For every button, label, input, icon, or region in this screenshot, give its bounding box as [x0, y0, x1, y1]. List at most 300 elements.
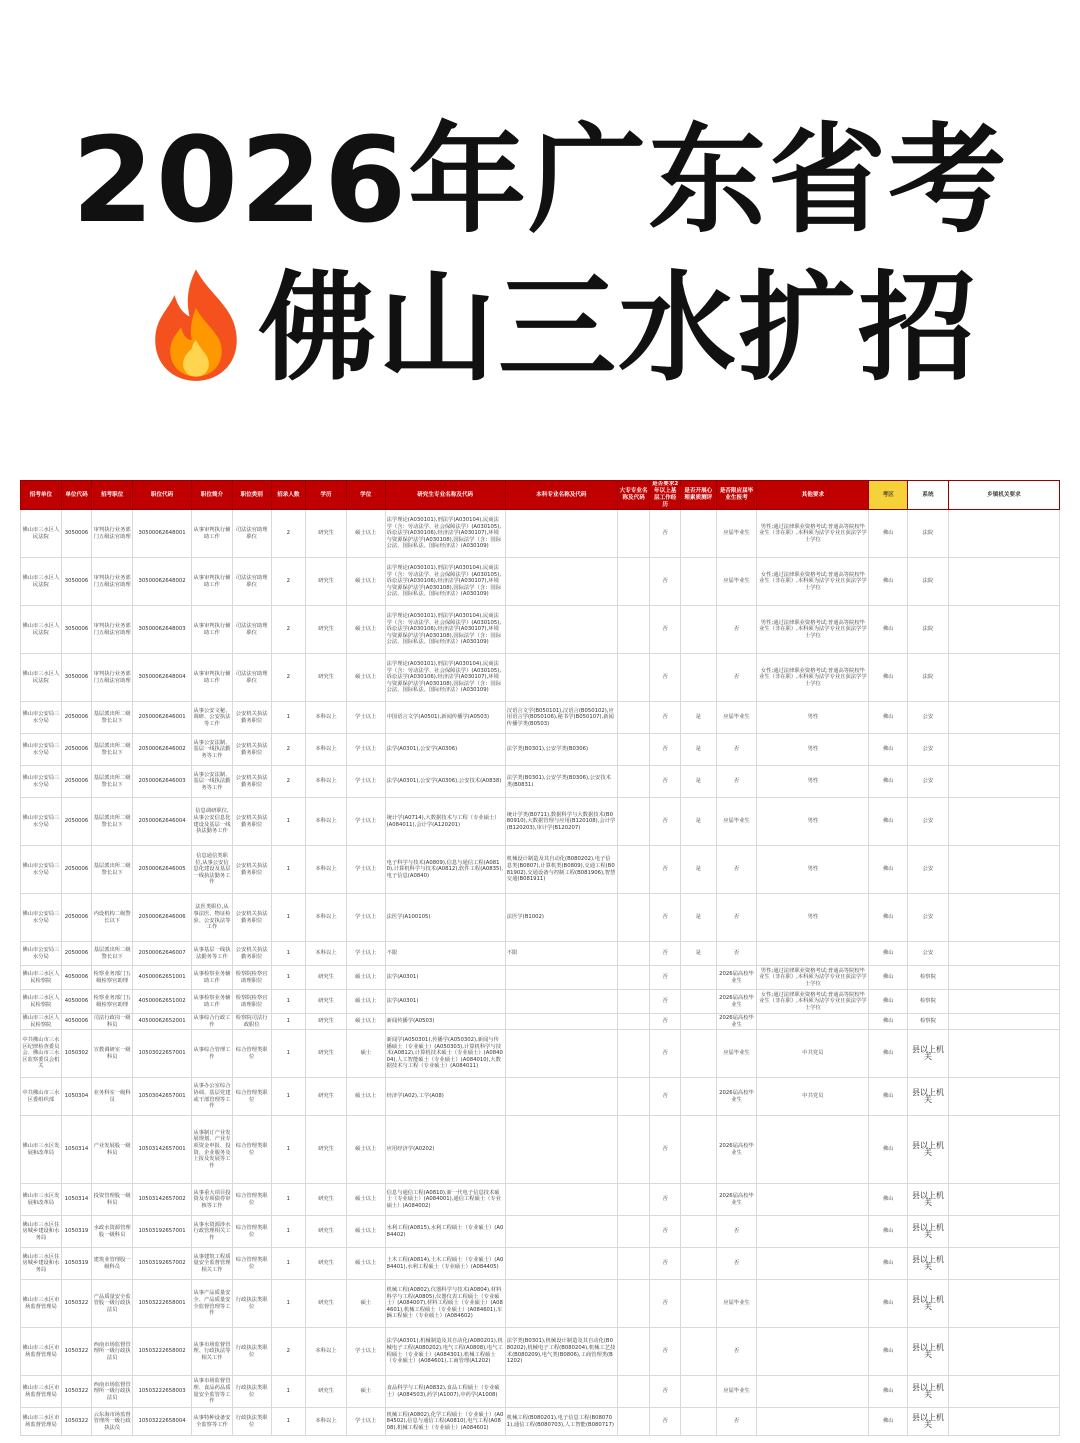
table-cell: 佛山市三水区人民检察院 [22, 1014, 60, 1028]
recruitment-table [20, 480, 1060, 1436]
table-cell: 西南市场监督管理所一级行政执法员 [92, 1376, 133, 1408]
table-cell: 否 [716, 766, 757, 798]
table-row [21, 1030, 1060, 1078]
table-cell: 硕士以上 [346, 1116, 385, 1184]
table-cell [757, 1376, 869, 1408]
table-cell: 从事产品质量安全、产品质量安全监督管理等工作 [192, 1280, 233, 1328]
table-cell [948, 1376, 1059, 1408]
table-cell: 硕士以上 [346, 966, 385, 990]
table-cell [505, 1116, 617, 1184]
table-cell: 本科以上 [306, 894, 347, 942]
table-cell: 否 [716, 942, 757, 966]
table-cell: 本科以上 [306, 1328, 347, 1376]
table-cell: 4050006 [61, 966, 92, 990]
table-cell: 2050006 [61, 734, 92, 766]
table-cell: 20500062646004 [133, 798, 192, 846]
table-cell: 1 [271, 1408, 306, 1436]
table-cell: 10503192657002 [133, 1248, 192, 1280]
table-cell: 否 [650, 846, 681, 894]
table-cell: 否 [650, 1376, 681, 1408]
table-cell [505, 1184, 617, 1216]
table-cell: 行政执法类职位 [232, 1408, 271, 1436]
table-cell [505, 1248, 617, 1280]
table-cell: 2026届高校毕业生 [716, 966, 757, 990]
table-cell [680, 1328, 716, 1376]
table-cell: 法学理论(A030101),刑法学(A030104),民商法学（含：劳动法学、社会保障法学）(A030105),诉讼法学(A030106),经济法学(A030107),环境与资源保护法学(A030108),国际法学（含：国际公法、国际私法、国际经济法）(A030109) [385, 654, 505, 702]
column-header[interactable]: 是否开展心理素质测评 [680, 481, 716, 510]
table-row [21, 734, 1060, 766]
table-cell [617, 1014, 650, 1030]
table-cell: 男性 [757, 894, 869, 942]
table-cell: 否 [716, 1216, 757, 1248]
table-cell [617, 1248, 650, 1280]
table-cell: 县以上机关 [908, 1248, 949, 1280]
column-header[interactable]: 是否要求2年以上基层工作经历 [650, 481, 681, 510]
table-cell [948, 990, 1059, 1014]
table-cell [680, 966, 716, 990]
table-cell: 从事审判执行辅助工作 [192, 558, 233, 606]
table-cell: 1 [271, 1030, 306, 1078]
table-cell [505, 606, 617, 654]
table-cell: 是 [680, 846, 716, 894]
table-cell: 2026届高校毕业生 [716, 1116, 757, 1184]
table-cell: 2 [271, 606, 306, 654]
table-cell: 从事市场监督管理、食品药品质量安全监管等工作 [192, 1376, 233, 1408]
table-row [21, 1248, 1060, 1280]
table-cell: 内设机构二级警长以下 [92, 894, 133, 942]
table-cell: 1 [271, 1184, 306, 1216]
table-cell: 佛山 [869, 990, 908, 1014]
table-cell: 30500062648003 [133, 606, 192, 654]
table-cell [617, 846, 650, 894]
table-cell [948, 846, 1059, 894]
table-cell: 佛山市三水区人民法院 [21, 654, 62, 702]
column-header[interactable]: 研究生专业名称及代码 [385, 481, 505, 510]
table-cell: 从事审判执行辅助工作 [192, 510, 233, 558]
table-cell: 公安 [908, 942, 949, 966]
table-cell: 研究生 [306, 1184, 347, 1216]
table-cell: 研究生 [306, 606, 347, 654]
table-cell: 是 [680, 734, 716, 766]
table-cell: 研究生 [306, 1216, 347, 1248]
table-row [21, 1216, 1060, 1248]
table-cell: 不限 [505, 942, 617, 966]
table-cell: 佛山 [869, 894, 908, 942]
table-cell: 1050304 [61, 1078, 92, 1116]
table-cell: 从事综合行政工作 [193, 1014, 231, 1028]
table-cell: 机械设计制造及其自动化(B080202),电子信息类(B0807),计算机类(B0809),交通工程(B081902),交通设备与控制工程(B081906),智慧交通(B081911) [505, 846, 617, 894]
column-header[interactable]: 本科专业名称及代码 [505, 481, 617, 510]
table-cell: 20500062646003 [133, 766, 192, 798]
table-cell: 1 [271, 702, 306, 734]
table-cell: 机械工程(A0802),化学工程硕士（专业硕士）(A084502),信息与通信工程(A0810),电气工程(A0808),机械工程硕士（专业硕士）(A084601) [385, 1408, 505, 1436]
table-cell [505, 1376, 617, 1408]
table-cell: 是 [680, 766, 716, 798]
table-cell [505, 990, 617, 1014]
table-cell: 佛山市三水区市场监督管理局 [21, 1328, 62, 1376]
table-cell: 县以上机关 [908, 1280, 949, 1328]
table-cell: 法学理论(A030101),刑法学(A030104),民商法学（含：劳动法学、社会保障法学）(A030105),诉讼法学(A030106),经济法学(A030107),环境与资源保护法学(A030108),国际法学（含：国际公法、国际私法、国际经济法）(A030109) [385, 558, 505, 606]
table-cell [948, 1248, 1059, 1280]
table-cell [680, 1014, 716, 1030]
table-cell: 综合管理类职位 [232, 1248, 271, 1280]
table-cell: 30500062648001 [133, 510, 192, 558]
column-header[interactable]: 大专专业名称及代码 [617, 481, 650, 510]
table-cell: 1050322 [61, 1280, 92, 1328]
table-cell: 不限 [385, 942, 505, 966]
table-cell: 3050006 [61, 558, 92, 606]
table-cell: 检察院 [908, 966, 949, 990]
table-cell [680, 510, 716, 558]
table-cell: 审判执行业务部门五级法官助理 [92, 654, 133, 702]
table-cell [617, 654, 650, 702]
table-cell: 否 [716, 606, 757, 654]
table-cell [617, 1078, 650, 1116]
table-cell: 公安机关执法勤务职位 [232, 798, 271, 846]
table-cell: 食品科学与工程(A0832),食品工程硕士（专业硕士）(A084503),药学(A1007),中药学(A1008) [385, 1376, 505, 1408]
table-cell [505, 966, 617, 990]
table-cell: 1 [271, 1248, 306, 1280]
table-cell: 1050322 [61, 1376, 92, 1408]
table-cell: 从事水资源涉水行政管理相关工作 [192, 1216, 233, 1248]
table-cell: 公安 [908, 702, 949, 734]
table-cell: 基层派出所二级警长以下 [92, 702, 133, 734]
table-cell: 机械工程(B080201),电子信息工程(B080701),通信工程(B080703),人工智能(B080717) [505, 1408, 617, 1436]
table-cell: 佛山市三水区市场监督管理局 [21, 1408, 62, 1436]
table-cell [680, 1184, 716, 1216]
table-cell: 1 [271, 1280, 306, 1328]
table-cell: 否 [650, 558, 681, 606]
table-cell: 否 [650, 942, 681, 966]
table-cell: 10503022657001 [133, 1030, 192, 1078]
table-cell: 硕士以上 [346, 1078, 385, 1116]
table-cell [757, 1280, 869, 1328]
table-cell [948, 894, 1059, 942]
table-cell: 研究生 [306, 1248, 347, 1280]
table-cell [757, 1116, 869, 1184]
table-cell: 佛山市三水区市场监督管理局 [21, 1376, 62, 1408]
column-header[interactable]: 招考职位 [92, 481, 133, 510]
table-cell: 公安 [908, 734, 949, 766]
table-cell: 水政水资源管理股一级科员 [92, 1216, 133, 1248]
column-header[interactable]: 是否限应届毕业生报考 [716, 481, 757, 510]
table-cell: 研究生 [306, 1280, 347, 1328]
table-row [21, 1408, 1060, 1436]
table-cell: 佛山 [869, 558, 908, 606]
table-cell: 产业发展股一级科员 [92, 1116, 133, 1184]
column-header[interactable]: 职位类别 [232, 481, 271, 510]
table-cell: 1050302 [61, 1030, 92, 1078]
table-cell: 学士以上 [346, 798, 385, 846]
table-cell: 40500062652001 [133, 1014, 192, 1030]
table-cell: 否 [650, 798, 681, 846]
table-cell [617, 1030, 650, 1078]
table-cell: 审判执行业务部门五级法官助理 [92, 606, 133, 654]
table-cell: 佛山 [869, 1216, 908, 1248]
title-line-2 [0, 258, 1080, 398]
table-cell: 佛山 [869, 1184, 908, 1216]
table-header-row [21, 481, 1060, 510]
table-cell: 应届毕业生 [716, 1280, 757, 1328]
table-cell: 研究生 [306, 990, 347, 1014]
table-cell: 2 [271, 510, 306, 558]
table-cell: 法学理论(A030101),刑法学(A030104),民商法学（含：劳动法学、社会保障法学）(A030105),诉讼法学(A030106),经济法学(A030107),环境与资源保护法学(A030108),国际法学（含：国际公法、国际私法、国际经济法）(A030109) [385, 606, 505, 654]
table-cell: 佛山 [869, 766, 908, 798]
table-row [21, 894, 1060, 942]
table-cell: 行政执法类职位 [232, 1328, 271, 1376]
title-line-2-text: 佛山三水扩招 [257, 259, 978, 397]
table-cell [505, 558, 617, 606]
table-cell: 否 [716, 654, 757, 702]
table-cell: 否 [650, 734, 681, 766]
table-cell: 佛山市公安局三水分局 [21, 942, 62, 966]
table-cell [757, 1328, 869, 1376]
table-cell: 研究生 [306, 966, 347, 990]
table-cell: 否 [650, 1408, 681, 1436]
column-header[interactable]: 招考单位 [21, 481, 62, 510]
table-cell: 产品质量安全监管股一级行政执法员 [92, 1280, 133, 1328]
table-cell: 20500062646002 [133, 734, 192, 766]
table-cell [505, 1216, 617, 1248]
table-cell: 否 [650, 990, 681, 1014]
table-cell [948, 734, 1059, 766]
table-cell: 公安 [908, 766, 949, 798]
table-cell: 1 [271, 966, 306, 990]
table-cell: 检察业务部门五级检察官助理 [92, 990, 133, 1014]
table-cell: 研究生 [306, 654, 347, 702]
table-cell: 否 [650, 606, 681, 654]
table-cell: 县以上机关 [908, 1184, 949, 1216]
table-cell: 佛山市三水区住房城乡建设和水务局 [21, 1216, 62, 1248]
table-cell: 佛山市三水区发展和改革局 [21, 1184, 62, 1216]
table-cell: 是 [680, 702, 716, 734]
table-cell: 否 [716, 1328, 757, 1376]
table-cell [617, 558, 650, 606]
table-row [21, 510, 1060, 558]
table-cell: 1050319 [61, 1216, 92, 1248]
table-cell: 应届毕业生 [716, 558, 757, 606]
table-cell: 佛山 [869, 1014, 908, 1030]
table-cell: 从事重大项目投资及专项债券审核等工作 [192, 1184, 233, 1216]
table-cell [617, 766, 650, 798]
table-cell [948, 1014, 1059, 1030]
table-cell [757, 1408, 869, 1436]
column-header[interactable]: 学位 [346, 481, 385, 510]
table-cell: 本科以上 [306, 846, 347, 894]
column-header[interactable]: 学历 [306, 481, 347, 510]
table-cell: 佛山市三水区人民法院 [21, 510, 62, 558]
table-cell: 信息调研职位,从事公安信息化建设及基层一线执法勤务工作 [192, 798, 233, 846]
table-cell: 检察院检察官助理职位 [232, 990, 271, 1014]
table-cell: 佛山市三水区人民检察院 [21, 966, 62, 990]
column-header[interactable]: 其他要求 [757, 481, 869, 510]
table-cell: 1050319 [61, 1248, 92, 1280]
table-cell: 否 [650, 1116, 681, 1184]
table-cell: 基层派出所二级警长以下 [92, 846, 133, 894]
table-cell: 否 [716, 1408, 757, 1436]
table-cell: 10503142657002 [133, 1184, 192, 1216]
table-cell [680, 990, 716, 1014]
table-cell: 3050006 [61, 510, 92, 558]
table-cell: 20500062646007 [133, 942, 192, 966]
table-cell: 综合管理类职位 [232, 1116, 271, 1184]
table-cell: 从事特种设备安全监察等工作 [192, 1408, 233, 1436]
table-row [21, 766, 1060, 798]
table-cell: 法医学(A100105) [385, 894, 505, 942]
table-cell: 司法法官助理职位 [232, 510, 271, 558]
table-cell: 法学理论(A030101),刑法学(A030104),民商法学（含：劳动法学、社会保障法学）(A030105),诉讼法学(A030106),经济法学(A030107),环境与资源保护法学(A030108),国际法学（含：国际公法、国际私法、国际经济法）(A030109) [385, 510, 505, 558]
table-cell: 统计学类(B0711),数据科学与大数据技术(B080910),大数据管理与应用(B120108),会计学(B120203),审计学(B120207) [505, 798, 617, 846]
table-cell: 从事市场监督管理、行政执法等相关工作 [192, 1328, 233, 1376]
table-cell: 公安机关执法勤务职位 [232, 766, 271, 798]
table-cell: 中共党员 [757, 1030, 869, 1078]
table-cell: 本科以上 [306, 798, 347, 846]
table-cell: 女性;通过法律职业资格考试;普通高等院校毕业生（非在职）,本科须为法学专业且获法学学士学位 [757, 990, 869, 1014]
column-header[interactable]: 考区 [869, 481, 908, 510]
table-cell: 从事检察业务辅助工作 [192, 966, 233, 990]
table-cell [757, 1248, 869, 1280]
table-cell [948, 702, 1059, 734]
table-cell [680, 1248, 716, 1280]
table-cell: 应届毕业生 [716, 1030, 757, 1078]
table-cell [617, 894, 650, 942]
table-cell: 法学类(B0301),公安学类(B0306) [505, 734, 617, 766]
table-cell: 佛山市公安局三水分局 [21, 846, 62, 894]
table-cell: 佛山市公安局三水分局 [21, 798, 62, 846]
table-cell: 1 [271, 1078, 306, 1116]
table-cell: 10503192657001 [133, 1216, 192, 1248]
column-header[interactable]: 职位代码 [133, 481, 192, 510]
table-cell [505, 1280, 617, 1328]
table-cell [617, 1328, 650, 1376]
table-cell: 2026届高校毕业生 [716, 990, 757, 1014]
table-cell: 佛山 [869, 510, 908, 558]
table-cell [505, 1078, 617, 1116]
table-cell: 佛山 [869, 606, 908, 654]
table-cell: 检察院 [908, 990, 949, 1014]
table-cell: 汉语言文学(B050101),汉语言(B050102),应用语言学(B050106),秘书学(B050107),新闻传播学类(B0503) [505, 702, 617, 734]
table-cell: 本科以上 [306, 942, 347, 966]
table-row [21, 942, 1060, 966]
table-row [21, 990, 1060, 1014]
table-cell [617, 1376, 650, 1408]
table-cell: 法学(A0301) [385, 966, 505, 990]
table-cell: 新闻学(A050301),传播学(A050302),新闻与传播硕士（专业硕士）(A050303),计算机科学与技术(A0812),计算机技术硕士（专业硕士）(A084004),人工智能硕士（专业硕士）(A084010),大数据技术与工程（专业硕士）(A084011) [385, 1030, 505, 1078]
table-cell: 学士以上 [346, 702, 385, 734]
column-header[interactable]: 乡镇机关要求 [948, 481, 1059, 510]
table-cell: 检察院司法行政职位 [232, 1014, 271, 1030]
table-cell: 2026届高校毕业生 [716, 1184, 757, 1216]
table-cell: 1 [271, 798, 306, 846]
table-cell: 检察院检察官助理职位 [232, 966, 271, 990]
table-cell: 2050006 [61, 798, 92, 846]
column-header[interactable]: 系统 [908, 481, 949, 510]
table-cell [948, 1078, 1059, 1116]
table-cell: 女性;通过法律职业资格考试;普通高等院校毕业生（非在职）,本科须为法学专业且获法学学士学位 [757, 558, 869, 606]
table-cell: 行政执法类职位 [232, 1376, 271, 1408]
table-cell: 从事基层一线执法勤务等工作 [192, 942, 233, 966]
table-cell [680, 1216, 716, 1248]
column-header[interactable]: 职位简介 [192, 481, 233, 510]
table-cell: 佛山市三水区发展和改革局 [21, 1116, 62, 1184]
table-cell: 佛山市公安局三水分局 [21, 894, 62, 942]
table-cell: 从事建筑工程质量安全监督管理相关工作 [192, 1248, 233, 1280]
table-cell: 研究生 [306, 510, 347, 558]
table-cell: 检察业务部门五级检察官助理 [92, 966, 133, 990]
table-cell: 基层派出所二级警长以下 [92, 766, 133, 798]
table-cell: 2026届高校毕业生 [716, 1014, 757, 1030]
table-cell: 业务科室一级科员 [92, 1078, 133, 1116]
table-cell: 男性;通过法律职业资格考试;普通高等院校毕业生（非在职）,本科须为法学专业且获法学学士学位 [757, 606, 869, 654]
table-cell: 从事公安法制、基层一线执法勤务等工作 [192, 766, 233, 798]
column-header[interactable]: 单位代码 [61, 481, 92, 510]
table-cell [948, 1116, 1059, 1184]
table-cell: 统计学(A0714),大数据技术与工程（专业硕士）(A084011),会计学(A120201) [385, 798, 505, 846]
table-cell: 硕士以上 [346, 558, 385, 606]
table-cell: 10503142657001 [133, 1116, 192, 1184]
table-cell: 学士以上 [346, 734, 385, 766]
column-header[interactable]: 招录人数 [271, 481, 306, 510]
table-cell: 是 [680, 894, 716, 942]
table-cell: 否 [650, 510, 681, 558]
table-cell: 公安 [908, 798, 949, 846]
table-cell: 中共党员 [757, 1078, 869, 1116]
table-cell: 学士以上 [346, 846, 385, 894]
table-cell: 2 [271, 558, 306, 606]
table-cell: 法院 [908, 654, 949, 702]
table-cell: 研究生 [306, 1116, 347, 1184]
table-cell: 佛山市三水区市场监督管理局 [21, 1280, 62, 1328]
table-cell [505, 1014, 617, 1030]
table-cell: 佛山 [869, 1280, 908, 1328]
table-cell: 佛山市三水区人民法院 [21, 558, 62, 606]
table-cell [617, 966, 650, 990]
table-cell: 2 [271, 1328, 306, 1376]
table-cell: 公安机关执法勤务职位 [232, 734, 271, 766]
table-cell: 男性 [757, 702, 869, 734]
table-cell: 硕士以上 [346, 1014, 385, 1030]
table-cell: 公安机关执法勤务职位 [232, 894, 271, 942]
table-cell: 1 [271, 846, 306, 894]
table-cell: 司法法官助理职位 [232, 606, 271, 654]
table-cell: 否 [650, 1216, 681, 1248]
table-cell: 从事检察业务辅助工作 [192, 990, 233, 1014]
table-cell: 研究生 [306, 1030, 347, 1078]
table-cell: 1 [271, 990, 306, 1014]
table-cell: 40500062651002 [133, 990, 192, 1014]
table-cell [617, 1280, 650, 1328]
table-cell [948, 654, 1059, 702]
table-row [21, 558, 1060, 606]
table-cell [948, 942, 1059, 966]
table-cell: 基层派出所二级警长以下 [92, 734, 133, 766]
table-cell: 司法法官助理职位 [232, 558, 271, 606]
table-cell [757, 1184, 869, 1216]
table-cell [680, 654, 716, 702]
table-cell: 男性 [757, 766, 869, 798]
table-cell: 经济学(A02),工学(A08) [385, 1078, 505, 1116]
table-row [21, 1116, 1060, 1184]
table-cell [617, 1408, 650, 1436]
table-cell: 法学(A0301) [385, 990, 505, 1014]
table-cell: 佛山 [869, 942, 908, 966]
table-cell: 佛山市公安局三水分局 [21, 734, 62, 766]
table-cell [617, 1216, 650, 1248]
table-cell: 本科以上 [306, 766, 347, 798]
table-cell: 20500062646005 [133, 846, 192, 894]
table-cell: 公安机关执法勤务职位 [232, 702, 271, 734]
table-cell: 1 [271, 1376, 306, 1408]
